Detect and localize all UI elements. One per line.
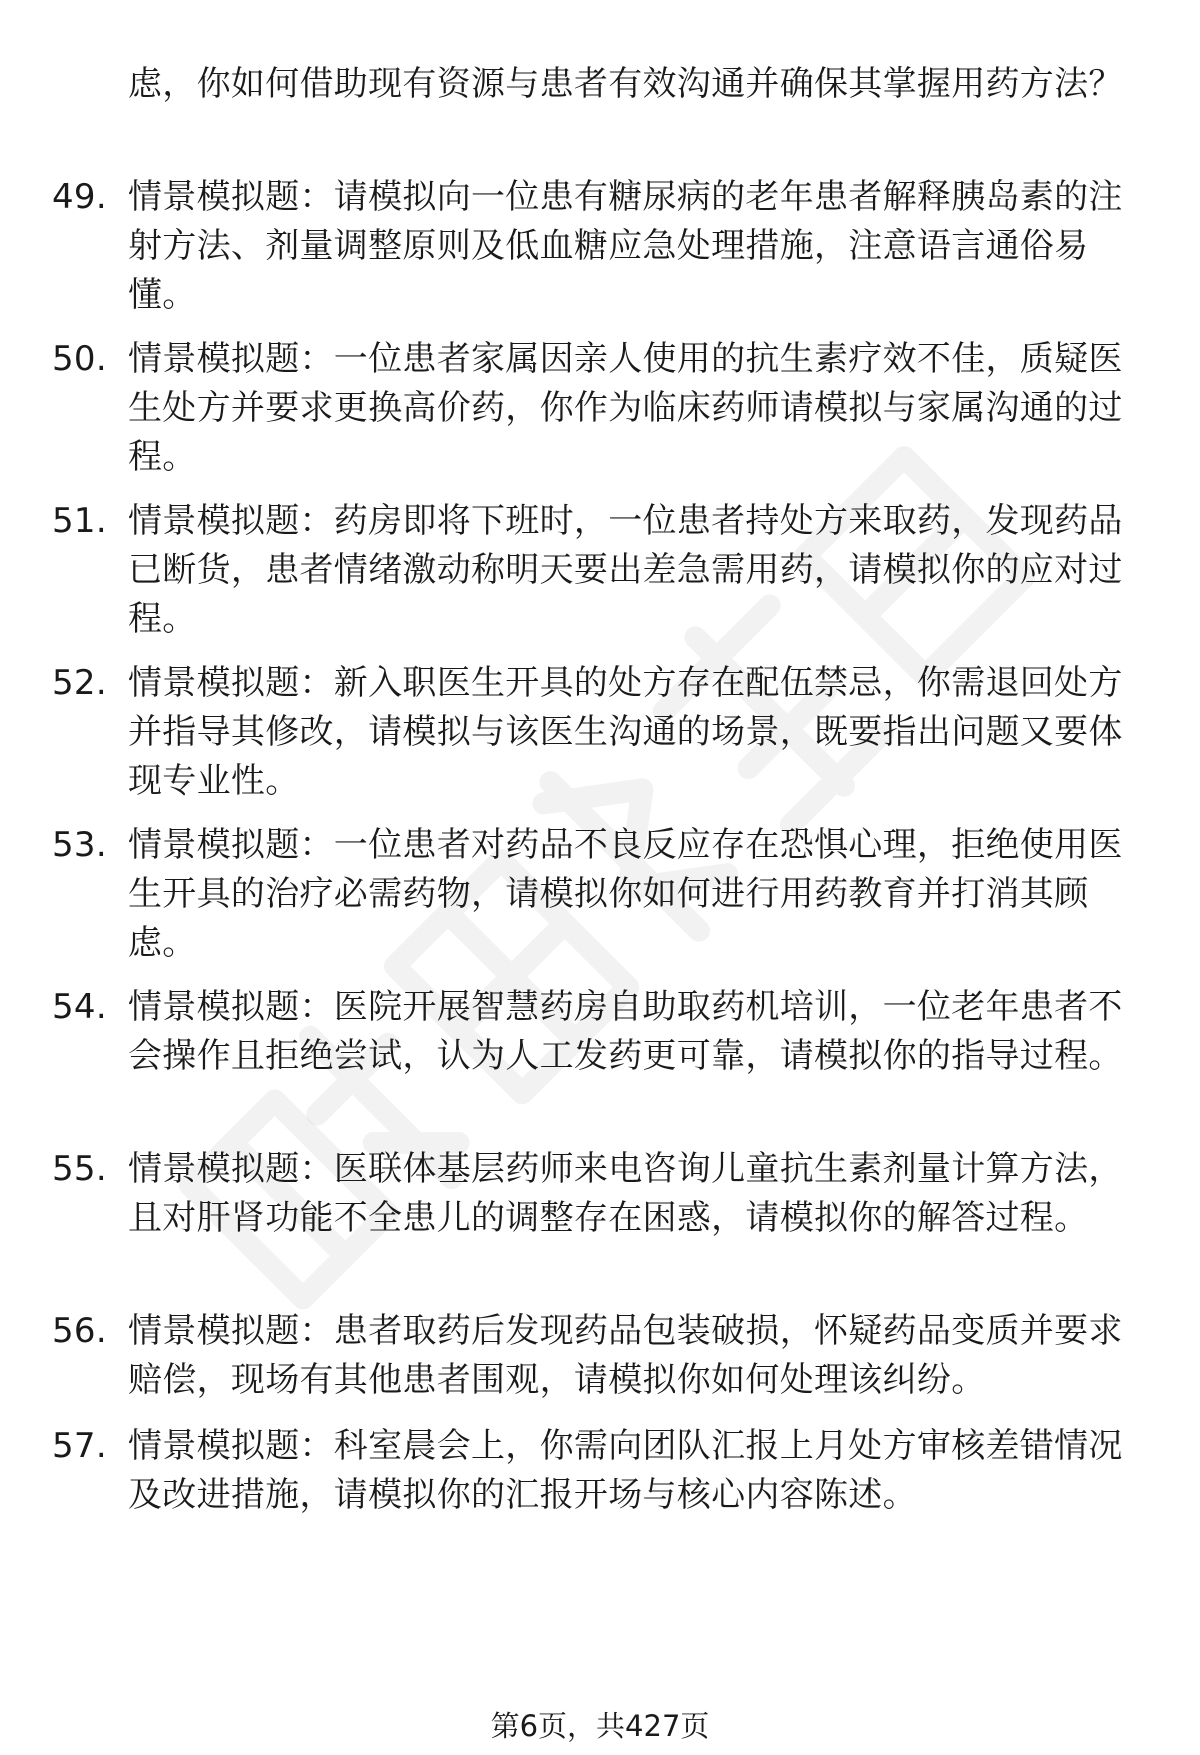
question-item-55 (52, 1145, 1142, 1243)
question-number: 51. (52, 501, 107, 541)
question-text: 情景模拟题：一位患者家属因亲人使用的抗生素疗效不佳，质疑医生处方并要求更换高价药，你作为临床药师请模拟与家属沟通的过程。 (128, 339, 1123, 477)
question-text: 情景模拟题：一位患者对药品不良反应存在恐惧心理，拒绝使用医生开具的治疗必需药物，请模拟你如何进行用药教育并打消其顾虑。 (128, 825, 1123, 963)
question-number: 50. (52, 339, 107, 379)
question-item-52 (52, 659, 1142, 806)
question-number: 57. (52, 1426, 107, 1466)
question-item-57 (52, 1422, 1142, 1520)
question-item-50 (52, 335, 1142, 482)
question-number: 53. (52, 825, 107, 865)
question-text: 情景模拟题：药房即将下班时，一位患者持处方来取药，发现药品已断货，患者情绪激动称明天要出差急需用药，请模拟你的应对过程。 (128, 501, 1123, 639)
question-number: 52. (52, 663, 107, 703)
question-text: 情景模拟题：请模拟向一位患有糖尿病的老年患者解释胰岛素的注射方法、剂量调整原则及低血糖应急处理措施，注意语言通俗易懂。 (128, 177, 1123, 315)
question-number: 56. (52, 1311, 107, 1351)
question-text: 情景模拟题：科室晨会上，你需向团队汇报上月处方审核差错情况及改进措施，请模拟你的汇报开场与核心内容陈述。 (128, 1426, 1123, 1515)
question-number: 55. (52, 1149, 107, 1189)
continued-question-text: 虑，你如何借助现有资源与患者有效沟通并确保其掌握用药方法？ (128, 64, 1123, 104)
question-number: 49. (52, 177, 107, 217)
question-item-51 (52, 497, 1142, 644)
question-text: 情景模拟题：医联体基层药师来电咨询儿童抗生素剂量计算方法，且对肝肾功能不全患儿的调整存在困惑，请模拟你的解答过程。 (128, 1149, 1123, 1238)
question-item-56 (52, 1307, 1142, 1405)
page-footer: 第6页，共427页 (490, 1709, 710, 1743)
question-item-54 (52, 983, 1142, 1081)
question-item-53 (52, 821, 1142, 968)
question-text: 情景模拟题：新入职医生开具的处方存在配伍禁忌，你需退回处方并指导其修改，请模拟与该医生沟通的场景，既要指出问题又要体现专业性。 (128, 663, 1123, 801)
question-number: 54. (52, 987, 107, 1027)
question-text: 情景模拟题：医院开展智慧药房自助取药机培训，一位老年患者不会操作且拒绝尝试，认为人工发药更可靠，请模拟你的指导过程。 (128, 987, 1123, 1076)
question-text: 情景模拟题：患者取药后发现药品包装破损，怀疑药品变质并要求赔偿，现场有其他患者围观，请模拟你如何处理该纠纷。 (128, 1311, 1123, 1400)
question-item-49 (52, 173, 1142, 320)
